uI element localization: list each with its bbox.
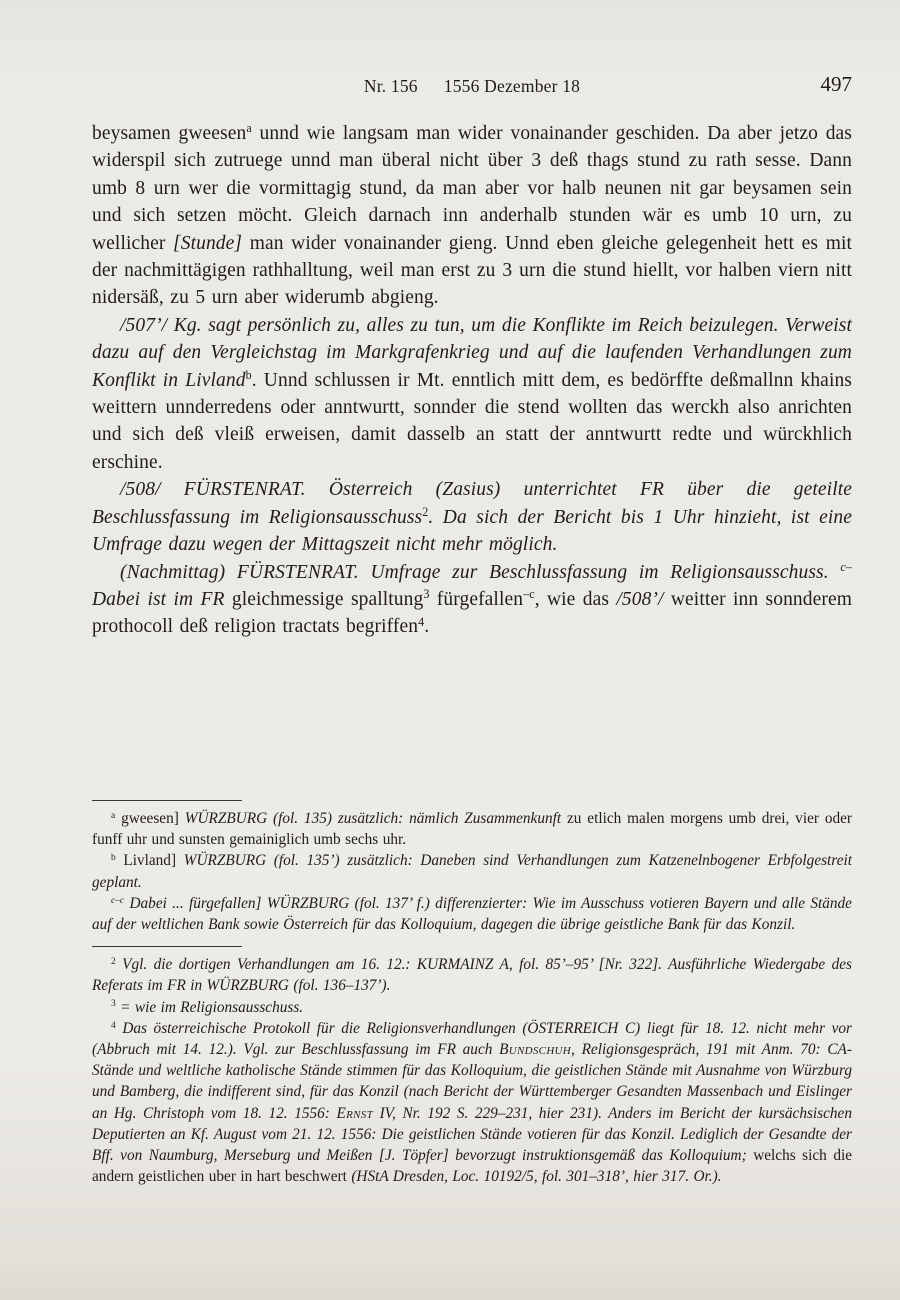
text-segment: /508/ FÜRSTENRAT. Österreich (Zasius) unterrichtet FR über die geteilte Beschlussfassung im Religionsausschuss [92,479,852,528]
footnote-reference-mark: 2 [111,957,116,968]
body-paragraph [92,120,852,312]
text-segment: IV, Nr. 192 S. 229–231, hier 231). Anders im Bericht der kursächsischen Deputierten an Kf. August vom 21. 12. 1556: Die geistlichen Stände votieren für das Konzil. Lediglich der Gesandte der Bff. von Naumburg, Merseburg und Meißen [J. Töpfer] bevorzugt instruktionsgemäß das Kolloquium; [92,1104,852,1165]
number-footnotes [92,954,852,1187]
doc-number: Nr. 156 [363,76,418,96]
footnote-reference-mark: 2 [422,505,429,520]
text-segment: [Stunde] [173,232,243,254]
text-segment: . [424,616,430,638]
footnote [92,850,852,892]
footnote-reference-mark: 3 [423,587,430,602]
text-segment: Dabei ... fürgefallen] [124,894,267,912]
footnote-reference-mark: b [111,853,116,864]
footnote-reference-mark: a [246,121,252,136]
text-segment: zu etlich malen morgens umb drei, vier oder funff uhr und sunsten gemainiglich umb sechs uhr. [92,810,853,849]
text-segment: , Religionsgespräch, 191 mit Anm. 70: CA-Stände und weltliche katholische Stände stimmen für das Kolloquium, die geistlichen Stände mit Ausnahme von Würzburg und Bamberg, die indifferent sind, für das Konzil (nach Bericht der Württemberger Gesandten Massenbach und Eislinger an Hg. Christoph vom 18. 12. 1556: [92,1041,852,1122]
text-segment: gweesen] [115,810,185,827]
text-segment: fürgefallen [429,588,524,610]
text-segment: Ernst [336,1104,373,1122]
footnote-reference-mark: –c [523,587,535,602]
footnotes-section [92,800,852,1187]
text-segment: . Da sich der Bericht bis 1 Uhr hinzieht, ist eine Umfrage dazu wegen der Mittagszeit nicht mehr möglich. [92,506,853,556]
footnote-separator-rule [92,946,242,947]
text-segment: weitter inn sonnderem prothocoll deß religion tractats begriffen [92,588,852,638]
text-segment: , wie das [534,588,617,610]
running-header [92,72,852,104]
text-segment: Das österreichische Protokoll für die Religionsverhandlungen (ÖSTERREICH C) liegt für 18. 12. nicht mehr vor (Abbruch mit 14. 12.). Vgl. zur Beschlussfassung im FR auch [92,1019,852,1059]
footnote-reference-mark: c– [840,559,852,574]
text-segment: Vgl. die dortigen Verhandlungen am 16. 12.: KURMAINZ A, fol. 85’–95’ [Nr. 322]. Ausführliche Wiedergabe des Referats im FR in WÜRZBURG (fol. 136–137’). [92,956,852,995]
text-segment: = wie im Religionsausschuss. [115,998,304,1016]
text-segment: WÜRZBURG (fol. 137’ f.) differenzierter: Wie im Ausschuss votieren Bayern und alle Stände auf der weltlichen Bank sowie Österreich für das Kolloquium, dagegen die übrige geistliche Bank für das Konzil. [92,894,852,934]
text-segment: (HStA Dresden, Loc. 10192/5, fol. 301–318’, hier 317. Or.). [346,1168,722,1186]
body-paragraph [92,312,852,476]
footnote-reference-mark: 3 [111,999,116,1010]
header-caption [92,76,852,97]
text-segment: unnd wie langsam man wider vonainander geschiden. Da aber jetzo das widerspil sich zutruege unnd man überal nicht über 3 deß thags stund zu rath sesse. Dann umb 8 urn wer die vormittagig stund, da man aber vor halb neunen nit gar beysamen sein und sich setzen möcht. Gleich darnach inn anderhalb stunden wär es umb 10 urn, zu wellicher [92,123,852,254]
footnote [92,997,852,1018]
page-number: 497 [820,72,852,96]
text-segment: man wider vonainander gieng. Unnd eben gleiche gelegenheit hett es mit der nachmittägigen rathhalltung, weil man erst zu 3 urn die stund hiellt, vor halben viern nitt nidersäß, zu 5 urn aber widerumb abgieng. [92,232,853,309]
footnote [92,893,852,935]
doc-date: 1556 Dezember 18 [443,76,581,96]
text-segment: Bundschuh [499,1041,572,1059]
text-segment: . Unnd schlussen ir Mt. enntlich mitt dem, es bedörffte deßmallnn khains weittern unnderredens oder anntwurtt, sonnder die stend wollten das werckh also anrichten und sich deß vleiß erweisen, damit dasselb an statt der anntwurtt redte und würckhlich erschine. [92,369,852,473]
footnote-reference-mark: c–c [111,895,125,906]
footnote-reference-mark: a [111,810,116,821]
footnote-reference-mark: 4 [418,614,425,629]
text-segment: WÜRZBURG (fol. 135) zusätzlich: nämlich Zusammenkunft [184,810,562,827]
footnote-reference-mark: b [245,368,252,383]
text-segment: /508’/ [616,588,664,610]
footnote-separator-rule [92,800,242,801]
footnote [92,1018,852,1188]
text-segment: (Nachmittag) FÜRSTENRAT. Umfrage zur Beschlussfassung im Religionsausschuss. [120,561,841,583]
letter-footnotes [92,808,852,935]
body-text [92,120,852,641]
footnote [92,808,852,850]
body-paragraph [92,559,852,641]
text-segment: beysamen gweesen [92,123,247,144]
text-segment: /507’/ Kg. sagt persönlich zu, alles zu tun, um die Konflikte im Reich beizulegen. Verweist dazu auf den Vergleichstag im Markgrafenkrieg und auf die laufenden Verhandlungen zum Konflikt in Livland [92,314,852,391]
footnote-reference-mark: 4 [111,1020,116,1031]
text-segment: gleichmessige spalltung [231,588,424,610]
text-segment: welchs sich die andern geistlichen uber in hart beschwert [92,1147,853,1186]
text-segment: WÜRZBURG (fol. 135’) zusätzlich: Daneben sind Verhandlungen zum Katzenelnbogener Erbfolgestreit geplant. [92,852,852,891]
body-paragraph [92,476,852,558]
text-segment: Livland] [115,852,184,870]
footnote [92,954,852,996]
text-segment: Dabei ist im FR [92,588,232,610]
